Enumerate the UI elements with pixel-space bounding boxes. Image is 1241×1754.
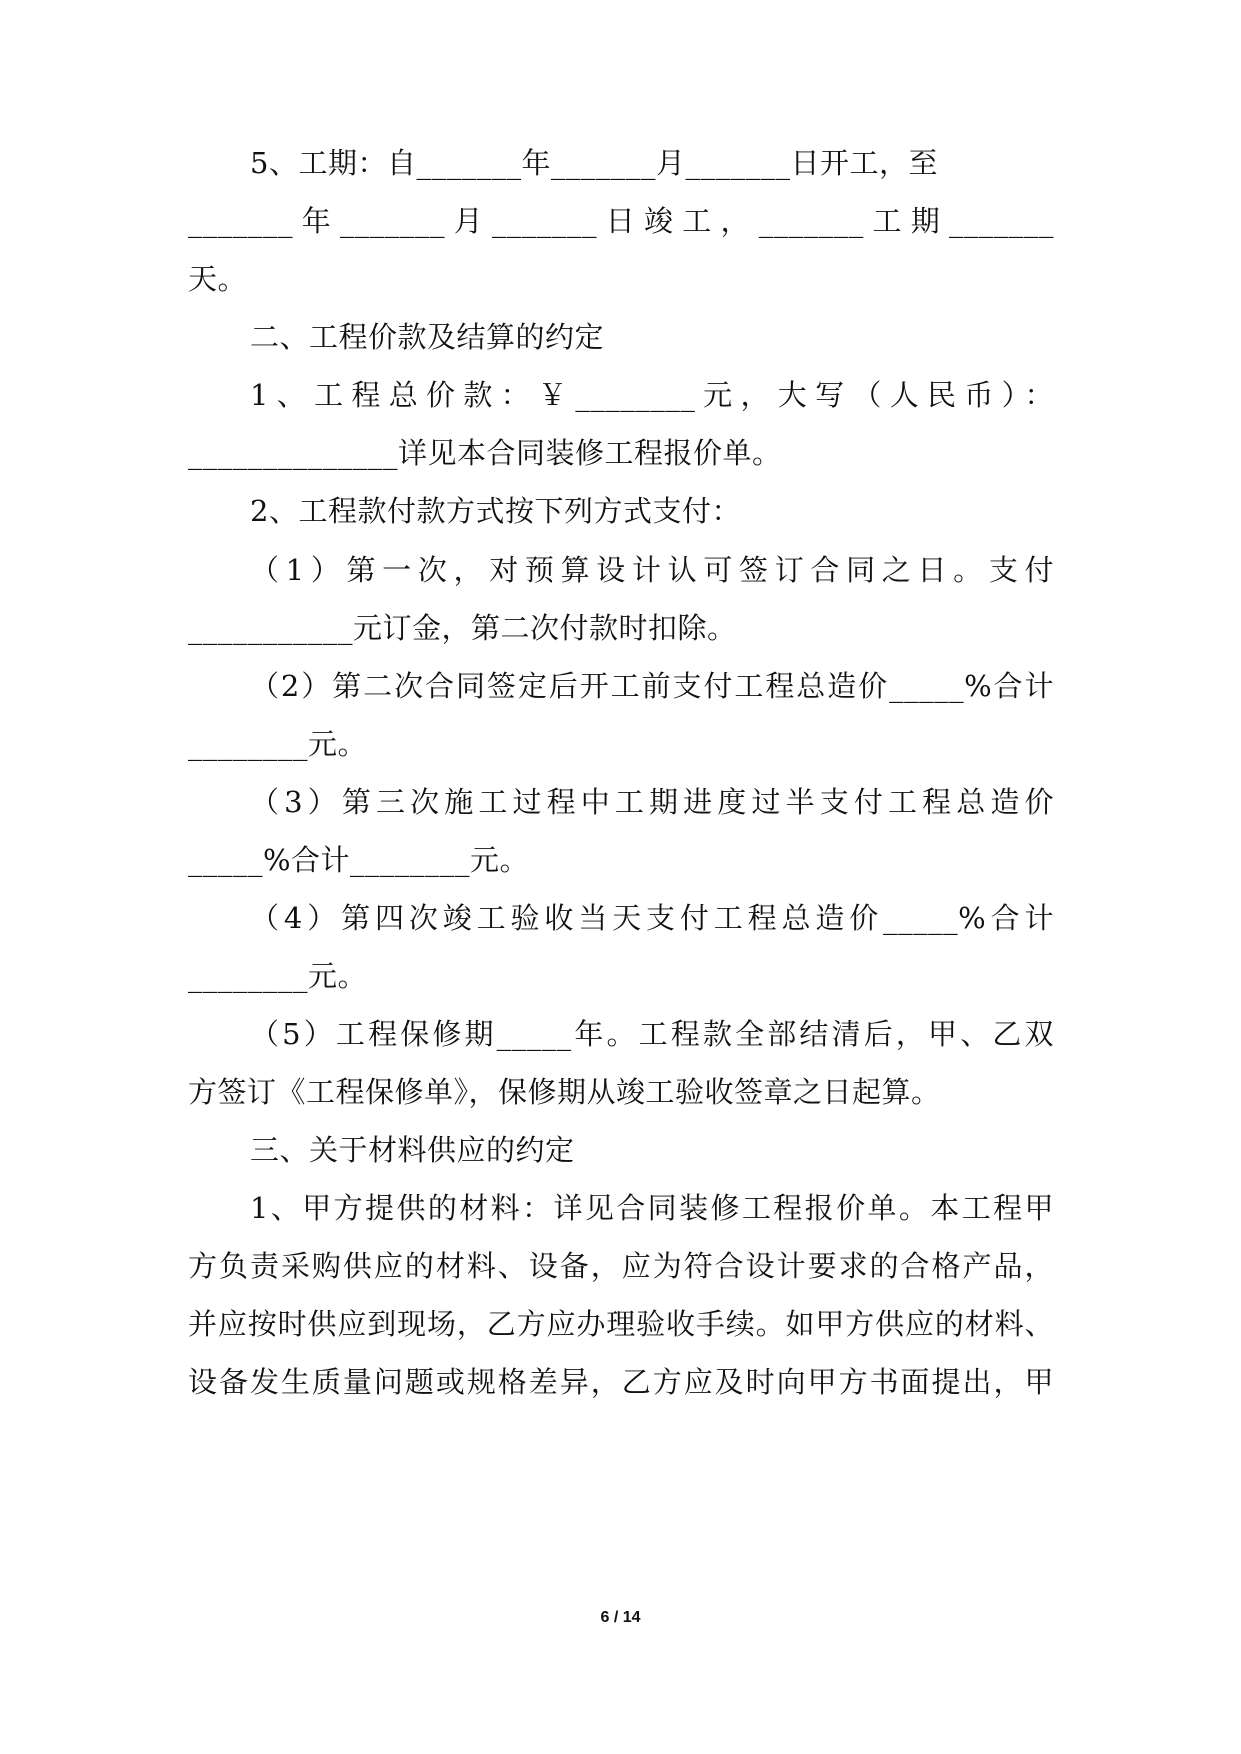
payment-3-line-1: （3）第三次施工过程中工期进度过半支付工程总造价 — [250, 785, 1054, 819]
page-number: 6 / 14 — [600, 1609, 641, 1626]
payment-2-line-2: ________元。 — [188, 727, 368, 761]
clause-5-duration-line-3: 天。 — [188, 262, 248, 296]
clause-2-1-line-2: ______________详见本合同装修工程报价单。 — [188, 436, 782, 470]
clause-2-2-line: 2、工程款付款方式按下列方式支付： — [250, 494, 741, 528]
clause-5-duration-line-1: 5、工期：自_______年_______月_______日开工，至 — [250, 146, 938, 180]
clause-3-1-line-1: 1、甲方提供的材料：详见合同装修工程报价单。本工程甲 — [250, 1191, 1054, 1225]
payment-4-line-1: （4）第四次竣工验收当天支付工程总造价_____%合计 — [250, 901, 1054, 935]
clause-5-duration-line-2: _______年_______月_______日竣工，_______工期_______ — [188, 204, 1054, 238]
payment-5-line-2: 方签订《工程保修单》，保修期从竣工验收签章之日起算。 — [188, 1075, 941, 1109]
payment-1-line-1: （1）第一次，对预算设计认可签订合同之日。支付 — [250, 553, 1054, 587]
payment-4-line-2: ________元。 — [188, 959, 368, 993]
clause-2-1-line-1: 1、工程总价款：￥________元，大写（人民币）： — [250, 378, 1054, 412]
payment-3-line-2: _____%合计________元。 — [188, 843, 530, 877]
clause-3-1-line-2: 方负责采购供应的材料、设备，应为符合设计要求的合格产品， — [188, 1249, 1054, 1283]
clause-3-1-line-4: 设备发生质量问题或规格差异，乙方应及时向甲方书面提出，甲 — [188, 1365, 1054, 1399]
payment-5-line-1: （5）工程保修期_____年。工程款全部结清后，甲、乙双 — [250, 1017, 1054, 1051]
clause-3-1-line-3: 并应按时供应到现场，乙方应办理验收手续。如甲方供应的材料、 — [188, 1307, 1054, 1341]
section-3-heading: 三、关于材料供应的约定 — [250, 1133, 575, 1167]
section-2-heading: 二、工程价款及结算的约定 — [250, 320, 605, 354]
payment-2-line-1: （2）第二次合同签定后开工前支付工程总造价_____%合计 — [250, 669, 1054, 703]
payment-1-line-2: ___________元订金，第二次付款时扣除。 — [188, 611, 737, 645]
